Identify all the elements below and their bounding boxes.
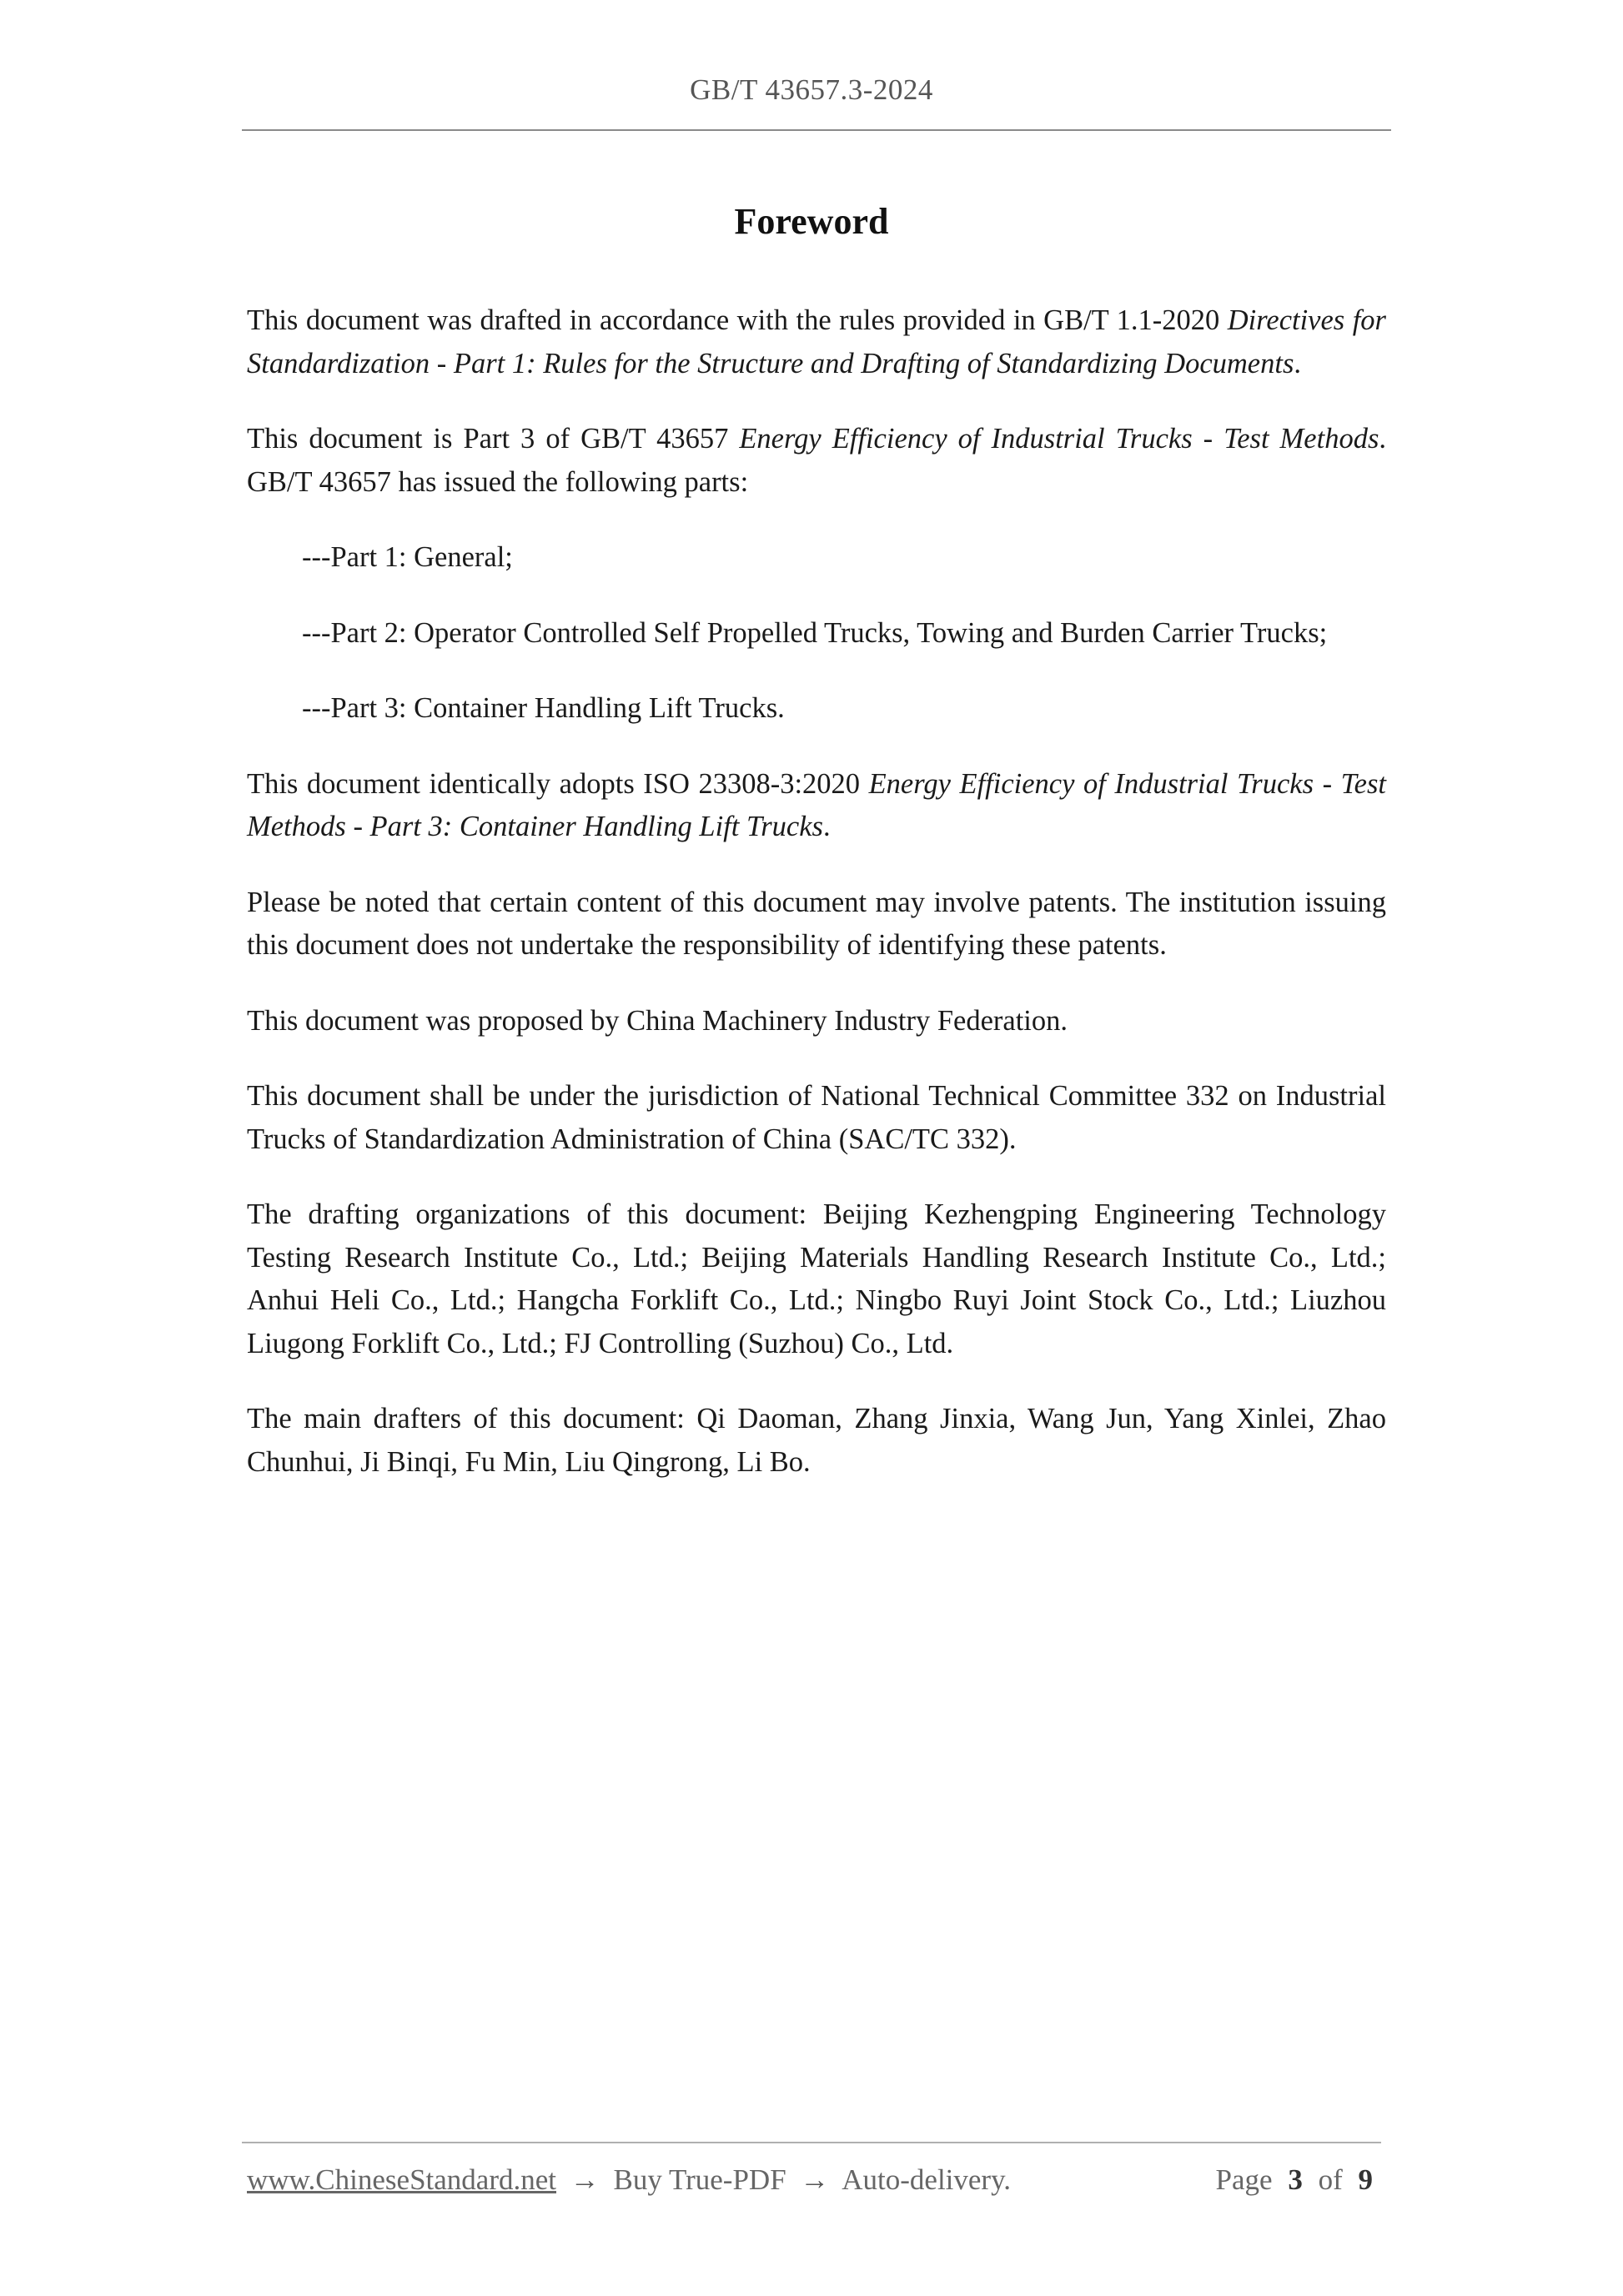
footer-divider [242, 2142, 1381, 2143]
page-current: 3 [1288, 2163, 1303, 2196]
paragraph-iso-adoption [247, 763, 1386, 849]
page-label: Page [1215, 2163, 1273, 2196]
list-item-part-1: ---Part 1: General; [302, 541, 513, 573]
document-body [247, 299, 1386, 1516]
page-footer [247, 2163, 1381, 2205]
paragraph-text: This document was drafted in accordance with the rules provided in GB/T 1.1-2020 [247, 304, 1228, 336]
document-title-italic: Energy Efficiency of Industrial Trucks - Test Methods [739, 423, 1379, 455]
page-title: Foreword [734, 201, 889, 242]
page-number [1216, 2163, 1381, 2197]
paragraph-end: . [822, 811, 831, 842]
paragraph-proposed-by: This document was proposed by China Machinery Industry Federation. [247, 1004, 1068, 1037]
document-title-italic: Energy Efficiency of Industrial Trucks - Test Methods - Part 3: Container Handling Lift Trucks [247, 767, 1386, 842]
paragraph-jurisdiction: This document shall be under the jurisdiction of National Technical Committee 332 on Industrial Trucks of Standardization Administration of China (SAC/TC 332). [247, 1080, 1386, 1155]
paragraph-drafting-rules [247, 299, 1386, 385]
right-arrow-icon: → [570, 2163, 600, 2196]
paragraph-patents: Please be noted that certain content of this document may involve patents. The institution issuing this document does not undertake the responsibility of identifying these patents. [247, 886, 1386, 961]
right-arrow-icon: → [800, 2163, 830, 2196]
auto-delivery-text: Auto-delivery. [842, 2163, 1012, 2196]
header-standard-code: GB/T 43657.3-2024 [690, 73, 933, 106]
paragraph-end: . [1294, 347, 1302, 379]
list-item-part-3: ---Part 3: Container Handling Lift Trucks. [302, 692, 785, 724]
paragraph-drafting-organizations: The drafting organizations of this document: Beijing Kezhengping Engineering Technology Testing Research Institute Co., Ltd.; Beijing Materials Handling Research Institute Co., Ltd.; Anhui Heli Co., Ltd.; Hangcha Forklift Co., Ltd.; Ningbo Ruyi Joint Stock Co., Ltd.; Liuzhou Liugong Forklift Co., Ltd.; FJ Controlling (Suzhou) Co., Ltd. [247, 1198, 1386, 1359]
of-label: of [1318, 2163, 1343, 2196]
footer-promo [247, 2163, 1011, 2197]
page-total: 9 [1358, 2163, 1373, 2196]
paragraph-text: This document identically adopts ISO 23308-3:2020 [247, 767, 869, 800]
list-item-part-2: ---Part 2: Operator Controlled Self Propelled Trucks, Towing and Burden Carrier Trucks; [302, 616, 1328, 649]
paragraph-end: . GB/T 43657 has issued the following parts: [247, 423, 1386, 498]
header-divider [242, 129, 1391, 131]
website-link[interactable]: www.ChineseStandard.net [247, 2163, 556, 2196]
document-title-italic: Directives for Standardization - Part 1: Rules for the Structure and Drafting of Standardizing Documents [247, 304, 1386, 379]
paragraph-text: This document is Part 3 of GB/T 43657 [247, 423, 740, 455]
buy-pdf-text: Buy True-PDF [613, 2163, 786, 2196]
paragraph-part-info [247, 418, 1386, 504]
paragraph-main-drafters: The main drafters of this document: Qi Daoman, Zhang Jinxia, Wang Jun, Yang Xinlei, Zhao Chunhui, Ji Binqi, Fu Min, Liu Qingrong, Li Bo. [247, 1403, 1386, 1478]
